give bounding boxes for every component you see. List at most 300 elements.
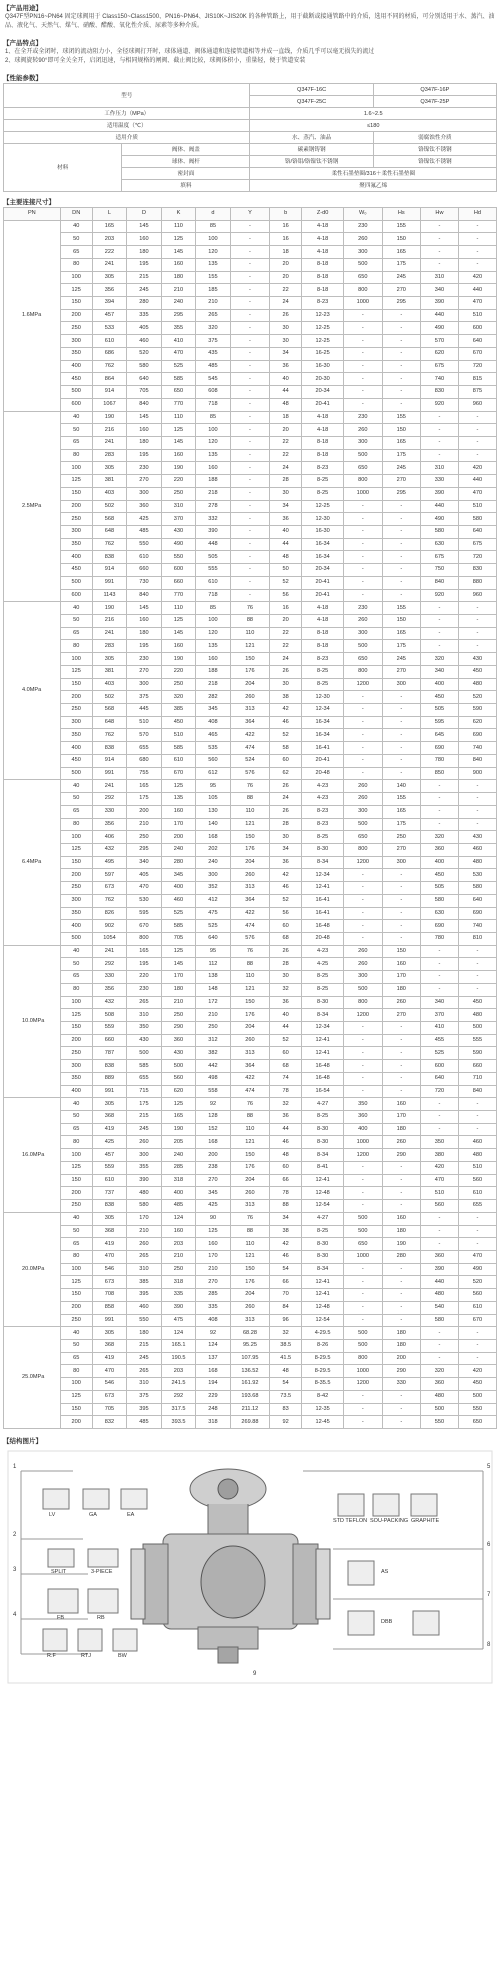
table-cell: 838 xyxy=(92,1060,127,1073)
table-cell: - xyxy=(344,704,382,717)
table-cell: 125 xyxy=(60,1390,92,1403)
table-cell: 155 xyxy=(382,793,420,806)
table-cell: 355 xyxy=(127,1161,162,1174)
table-cell: 241 xyxy=(92,436,127,449)
callout-1: 1 xyxy=(13,1464,17,1470)
table-cell: 170 xyxy=(161,971,196,984)
table-cell: - xyxy=(420,449,458,462)
table-row xyxy=(4,220,497,233)
table-cell: 525 xyxy=(196,920,231,933)
table-cell: 500 xyxy=(344,1212,382,1225)
table-cell: - xyxy=(458,449,496,462)
table-cell: 352 xyxy=(196,882,231,895)
table-cell: 260 xyxy=(382,996,420,1009)
table-cell: - xyxy=(230,246,269,259)
table-cell: 600 xyxy=(161,564,196,577)
table-cell: 88 xyxy=(230,1111,269,1124)
table-row xyxy=(4,1072,497,1085)
table-cell: 500 xyxy=(344,1339,382,1352)
table-cell: 400 xyxy=(60,1085,92,1098)
table-cell: 648 xyxy=(92,716,127,729)
table-cell: 368 xyxy=(92,1225,127,1238)
table-row xyxy=(4,1111,497,1124)
table-cell: 34 xyxy=(270,347,302,360)
table-cell: 450 xyxy=(458,996,496,1009)
table-cell: 655 xyxy=(127,1072,162,1085)
table-cell: 95 xyxy=(196,780,231,793)
table-cell: 260 xyxy=(344,780,382,793)
table-cell: 500 xyxy=(344,1225,382,1238)
table-row xyxy=(4,1225,497,1238)
table-cell: 65 xyxy=(60,1123,92,1136)
table-cell: 65 xyxy=(60,1238,92,1251)
table-cell: 440 xyxy=(420,500,458,513)
table-cell: 600 xyxy=(60,589,92,602)
table-cell: 430 xyxy=(127,1034,162,1047)
table-cell: 422 xyxy=(230,729,269,742)
table-cell: 400 xyxy=(60,360,92,373)
table-cell: 22 xyxy=(270,449,302,462)
label-fb: FB xyxy=(57,1615,65,1621)
table-cell: 510 xyxy=(420,1187,458,1200)
table-cell: 410 xyxy=(420,1022,458,1035)
table-cell: 30 xyxy=(270,322,302,335)
table-cell: 285 xyxy=(196,1289,231,1302)
table-row xyxy=(4,1263,497,1276)
table-cell: - xyxy=(382,538,420,551)
table-cell: 38.5 xyxy=(270,1339,302,1352)
table-cell: 385 xyxy=(161,704,196,717)
table-cell: 204 xyxy=(230,1022,269,1035)
table-cell: 650 xyxy=(344,831,382,844)
table-cell: 260 xyxy=(344,615,382,628)
table-cell: - xyxy=(382,1034,420,1047)
table-cell: 559 xyxy=(92,1161,127,1174)
table-cell: 283 xyxy=(92,449,127,462)
table-cell: - xyxy=(344,347,382,360)
table-cell: 520 xyxy=(458,1276,496,1289)
table-cell: - xyxy=(382,1289,420,1302)
table-cell: 16-48 xyxy=(302,1060,344,1073)
table-row xyxy=(4,640,497,653)
table-cell: 500 xyxy=(60,767,92,780)
table-cell: 313 xyxy=(230,704,269,717)
table-cell: 400 xyxy=(60,551,92,564)
table-cell: 175 xyxy=(382,449,420,462)
table-cell: 300 xyxy=(344,971,382,984)
table-cell: 8-30 xyxy=(302,996,344,1009)
table-cell: - xyxy=(420,805,458,818)
table-cell: 54 xyxy=(270,1263,302,1276)
table-cell: - xyxy=(458,436,496,449)
table-cell: 12-54 xyxy=(302,1200,344,1213)
table-cell: 310 xyxy=(127,1009,162,1022)
table-cell: 60 xyxy=(270,1161,302,1174)
table-cell: 16-25 xyxy=(302,347,344,360)
table-cell: - xyxy=(420,258,458,271)
table-cell: 204 xyxy=(230,678,269,691)
table-cell: 500 xyxy=(161,1060,196,1073)
table-row xyxy=(4,411,497,424)
table-cell: 12-41 xyxy=(302,1289,344,1302)
table-cell: 50 xyxy=(60,615,92,628)
table-cell: 368 xyxy=(92,1111,127,1124)
table-cell: 675 xyxy=(420,360,458,373)
table-cell: 570 xyxy=(420,335,458,348)
table-cell: 12-25 xyxy=(302,335,344,348)
struct-title: 【结构图片】 xyxy=(3,1438,42,1445)
table-cell: 16 xyxy=(270,220,302,233)
table-cell: 640 xyxy=(458,335,496,348)
table-cell: 215 xyxy=(127,1339,162,1352)
table-cell: 650 xyxy=(344,462,382,475)
table-cell: 210 xyxy=(127,818,162,831)
table-cell: 110 xyxy=(230,1238,269,1251)
table-cell: - xyxy=(344,1263,382,1276)
table-cell: 66 xyxy=(270,1276,302,1289)
table-row xyxy=(4,1060,497,1073)
table-cell: 22 xyxy=(270,284,302,297)
table-cell: - xyxy=(420,1212,458,1225)
table-cell: 826 xyxy=(92,907,127,920)
table-cell: 150 xyxy=(60,1289,92,1302)
table-cell: 175 xyxy=(382,640,420,653)
table-row xyxy=(4,1327,497,1340)
model-label: 型号 xyxy=(4,84,250,108)
table-cell: 560 xyxy=(420,1200,458,1213)
table-cell: 525 xyxy=(161,907,196,920)
material-c: 聚四氟乙烯 xyxy=(250,180,497,192)
table-cell: 160 xyxy=(161,805,196,818)
table-cell: 52 xyxy=(270,1034,302,1047)
table-cell: 762 xyxy=(92,729,127,742)
table-cell: 340 xyxy=(127,856,162,869)
label-as: AS xyxy=(381,1569,389,1575)
table-cell: 360 xyxy=(161,1034,196,1047)
table-cell: - xyxy=(230,551,269,564)
table-cell: 128 xyxy=(196,1111,231,1124)
table-row xyxy=(4,1098,497,1111)
table-cell: 34 xyxy=(270,843,302,856)
table-cell: 26 xyxy=(270,805,302,818)
table-cell: 12-48 xyxy=(302,1187,344,1200)
table-cell: 12-41 xyxy=(302,882,344,895)
table-cell: - xyxy=(382,907,420,920)
table-cell: 20-34 xyxy=(302,386,344,399)
table-cell: 524 xyxy=(230,754,269,767)
table-cell: 345 xyxy=(196,704,231,717)
table-cell: - xyxy=(344,691,382,704)
table-cell: 60 xyxy=(270,1047,302,1060)
table-cell: - xyxy=(382,551,420,564)
table-cell: 20 xyxy=(270,615,302,628)
table-cell: 645 xyxy=(420,729,458,742)
table-row xyxy=(4,665,497,678)
table-cell: 648 xyxy=(92,525,127,538)
table-cell: 585 xyxy=(161,373,196,386)
table-cell: 50 xyxy=(60,1225,92,1238)
table-cell: 422 xyxy=(230,907,269,920)
table-cell: 280 xyxy=(127,297,162,310)
table-row xyxy=(4,309,497,322)
table-cell: - xyxy=(344,1034,382,1047)
table-cell: 160 xyxy=(161,640,196,653)
table-cell: 180 xyxy=(127,627,162,640)
table-cell: 135 xyxy=(161,793,196,806)
table-cell: 430 xyxy=(161,525,196,538)
table-row xyxy=(4,1212,497,1225)
table-cell: 150 xyxy=(230,1263,269,1276)
table-cell: 250 xyxy=(60,513,92,526)
table-cell: 238 xyxy=(196,1161,231,1174)
table-cell: 317.5 xyxy=(161,1403,196,1416)
table-cell: - xyxy=(382,500,420,513)
table-cell: 580 xyxy=(420,1314,458,1327)
table-cell: 168 xyxy=(196,831,231,844)
table-cell: 612 xyxy=(196,767,231,780)
table-cell: 260 xyxy=(344,424,382,437)
table-cell: 200 xyxy=(60,1187,92,1200)
table-cell: 44 xyxy=(270,1022,302,1035)
table-row xyxy=(4,233,497,246)
callout-2: 2 xyxy=(13,1532,17,1538)
table-cell: 335 xyxy=(196,1301,231,1314)
structure-figure xyxy=(3,1449,497,1685)
table-cell: 576 xyxy=(230,932,269,945)
table-cell: 450 xyxy=(60,373,92,386)
table-row xyxy=(4,742,497,755)
table-cell: 100 xyxy=(60,462,92,475)
table-cell: - xyxy=(382,1060,420,1073)
table-cell: 510 xyxy=(458,500,496,513)
table-cell: 90 xyxy=(196,1212,231,1225)
table-cell: 585 xyxy=(161,920,196,933)
table-cell: 8-29.5 xyxy=(302,1365,344,1378)
table-cell: - xyxy=(382,1072,420,1085)
table-cell: 195 xyxy=(127,258,162,271)
label-dbb: DBB xyxy=(381,1619,393,1625)
table-cell: 4-18 xyxy=(302,411,344,424)
table-cell: 810 xyxy=(458,932,496,945)
table-cell: - xyxy=(382,729,420,742)
table-cell: 838 xyxy=(92,742,127,755)
model-16p: Q347F-16P xyxy=(373,84,496,96)
dims-header: Hd xyxy=(458,208,496,221)
callout-9: 9 xyxy=(253,1671,257,1677)
table-cell: - xyxy=(344,907,382,920)
table-cell: 300 xyxy=(344,805,382,818)
table-cell: 300 xyxy=(344,627,382,640)
table-cell: 138 xyxy=(196,971,231,984)
table-cell: - xyxy=(382,767,420,780)
table-cell: - xyxy=(382,1161,420,1174)
callout-7: 7 xyxy=(487,1592,491,1598)
table-cell: - xyxy=(382,373,420,386)
table-cell: 176 xyxy=(230,1161,269,1174)
table-row xyxy=(4,1352,497,1365)
table-cell: - xyxy=(344,1390,382,1403)
table-cell: 300 xyxy=(382,856,420,869)
table-cell: 12-41 xyxy=(302,1034,344,1047)
table-cell: 510 xyxy=(127,716,162,729)
table-cell: - xyxy=(344,309,382,322)
table-cell: 28 xyxy=(270,475,302,488)
table-cell: - xyxy=(420,1098,458,1111)
table-cell: 364 xyxy=(230,894,269,907)
table-cell: - xyxy=(230,309,269,322)
table-cell: 4-18 xyxy=(302,220,344,233)
table-cell: - xyxy=(230,462,269,475)
table-cell: 500 xyxy=(458,1022,496,1035)
table-cell: 200 xyxy=(60,500,92,513)
table-cell: 318 xyxy=(196,1416,231,1429)
table-row xyxy=(4,805,497,818)
table-cell: - xyxy=(458,971,496,984)
table-cell: 26 xyxy=(270,309,302,322)
table-cell: 160 xyxy=(161,449,196,462)
table-cell: 475 xyxy=(196,907,231,920)
table-cell: 490 xyxy=(161,538,196,551)
table-cell: 100 xyxy=(196,615,231,628)
table-cell: 73.5 xyxy=(270,1390,302,1403)
table-cell: 762 xyxy=(92,360,127,373)
table-cell: - xyxy=(382,513,420,526)
table-cell: 8-42 xyxy=(302,1390,344,1403)
table-cell: 241.5 xyxy=(161,1378,196,1391)
table-cell: 445 xyxy=(127,704,162,717)
table-cell: 16-34 xyxy=(302,538,344,551)
table-cell: 100 xyxy=(60,271,92,284)
table-cell: 125 xyxy=(161,945,196,958)
table-cell: - xyxy=(230,258,269,271)
table-cell: 770 xyxy=(161,398,196,411)
table-row xyxy=(4,347,497,360)
table-row xyxy=(4,932,497,945)
table-cell: 194 xyxy=(196,1378,231,1391)
table-cell: 382 xyxy=(196,1047,231,1060)
table-cell: 175 xyxy=(127,1098,162,1111)
table-cell: 350 xyxy=(60,907,92,920)
table-cell: 160 xyxy=(196,1238,231,1251)
table-cell: 180 xyxy=(127,436,162,449)
table-cell: 8-41 xyxy=(302,1161,344,1174)
table-cell: 204 xyxy=(230,1174,269,1187)
table-cell: 490 xyxy=(420,513,458,526)
table-cell: 474 xyxy=(230,742,269,755)
table-cell: 200 xyxy=(196,1149,231,1162)
table-row xyxy=(4,322,497,335)
table-cell: 457 xyxy=(92,1149,127,1162)
table-cell: - xyxy=(344,398,382,411)
table-cell: 180 xyxy=(382,1123,420,1136)
table-cell: 313 xyxy=(230,1047,269,1060)
table-cell: 318 xyxy=(161,1174,196,1187)
table-row xyxy=(4,564,497,577)
table-cell: 180 xyxy=(382,983,420,996)
table-cell: 620 xyxy=(161,1085,196,1098)
table-cell: 305 xyxy=(92,653,127,666)
table-row xyxy=(4,284,497,297)
table-cell: 245 xyxy=(382,653,420,666)
table-cell: 12-41 xyxy=(302,1276,344,1289)
table-cell: 204 xyxy=(230,1289,269,1302)
table-cell: 590 xyxy=(458,704,496,717)
table-cell: 8-35.5 xyxy=(302,1378,344,1391)
table-cell: - xyxy=(382,1022,420,1035)
table-cell: 705 xyxy=(92,1403,127,1416)
table-cell: 176 xyxy=(230,665,269,678)
table-cell: 78 xyxy=(270,1085,302,1098)
table-cell: 66 xyxy=(270,1174,302,1187)
table-cell: - xyxy=(420,793,458,806)
table-cell: 395 xyxy=(127,1289,162,1302)
table-cell: - xyxy=(382,1187,420,1200)
table-cell: 787 xyxy=(92,1047,127,1060)
table-cell: - xyxy=(344,1403,382,1416)
table-cell: 95.25 xyxy=(230,1339,269,1352)
table-cell: 8-18 xyxy=(302,640,344,653)
table-cell: 8-25 xyxy=(302,1225,344,1238)
table-row xyxy=(4,398,497,411)
table-cell: - xyxy=(382,920,420,933)
table-cell: 260 xyxy=(382,1136,420,1149)
table-cell: - xyxy=(344,920,382,933)
table-cell: 400 xyxy=(420,856,458,869)
table-cell: 432 xyxy=(92,843,127,856)
table-cell: 278 xyxy=(196,500,231,513)
table-cell: 1200 xyxy=(344,856,382,869)
table-row xyxy=(4,780,497,793)
table-cell: 832 xyxy=(92,1416,127,1429)
usage-text: Q347F型PN16~PN64 固定球阀用于 Class150~Class1500、PN16~PN64、JIS10K~JIS20K 的各种管路上，用于截断或接通管路中的介质，选用不同的材质，可分别适用于水、蒸汽、油品、液化气、天然气、煤气、硝酸、醋酸、氧化性介质、尿素等多种介质。 xyxy=(5,14,495,29)
table-cell: 610 xyxy=(196,576,231,589)
table-cell: 502 xyxy=(92,500,127,513)
label-ga: GA xyxy=(89,1512,97,1518)
table-cell: 580 xyxy=(458,513,496,526)
table-cell: 480 xyxy=(127,1187,162,1200)
table-cell: 20-34 xyxy=(302,564,344,577)
table-cell: 248 xyxy=(196,1403,231,1416)
pn-group-label: 2.5MPa xyxy=(4,411,61,602)
table-cell: - xyxy=(382,360,420,373)
table-cell: 200 xyxy=(60,1301,92,1314)
table-cell: 50 xyxy=(60,1111,92,1124)
table-cell: 360 xyxy=(420,1250,458,1263)
table-cell: 16-54 xyxy=(302,1085,344,1098)
dims-header: L xyxy=(92,208,127,221)
table-cell: 230 xyxy=(344,411,382,424)
table-cell: 210 xyxy=(127,1225,162,1238)
table-cell: 408 xyxy=(196,716,231,729)
table-cell: 420 xyxy=(458,271,496,284)
table-cell: 470 xyxy=(458,487,496,500)
table-cell: 350 xyxy=(60,347,92,360)
table-cell: 125 xyxy=(196,1225,231,1238)
table-cell: 8-25 xyxy=(302,831,344,844)
table-cell: 20-30 xyxy=(302,373,344,386)
temp-label: 适用温度（℃） xyxy=(4,120,250,132)
table-cell: 176 xyxy=(230,843,269,856)
table-cell: 38 xyxy=(270,1225,302,1238)
table-cell: - xyxy=(420,971,458,984)
table-cell: 210 xyxy=(161,996,196,1009)
table-cell: - xyxy=(458,818,496,831)
table-cell: 460 xyxy=(127,335,162,348)
table-cell: 875 xyxy=(458,386,496,399)
table-cell: - xyxy=(420,1339,458,1352)
table-cell: 368 xyxy=(92,1339,127,1352)
table-cell: 690 xyxy=(420,920,458,933)
